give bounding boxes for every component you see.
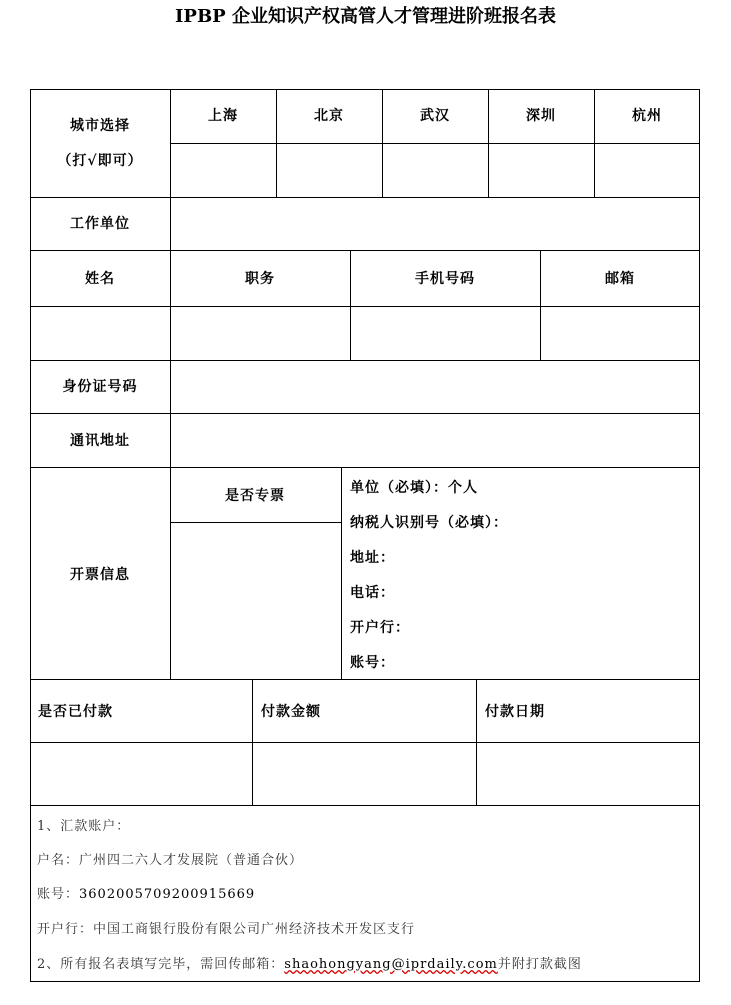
- city-option-beijing: 北京: [314, 108, 344, 124]
- city-check-shanghai[interactable]: [171, 144, 276, 197]
- work-unit-label: 工作单位: [70, 216, 130, 232]
- header-position: 职务: [245, 271, 275, 287]
- invoice-address: 地址：: [350, 550, 395, 566]
- email-field[interactable]: [541, 307, 700, 360]
- note-submit-suffix: 并附打款截图: [497, 957, 582, 972]
- note-submit-prefix: 2、所有报名表填写完毕，需回传邮箱：: [37, 957, 285, 972]
- city-option-hangzhou: 杭州: [632, 108, 662, 124]
- city-check-hangzhou[interactable]: [595, 144, 700, 197]
- city-option-shenzhen: 深圳: [526, 108, 556, 124]
- city-option-shanghai: 上海: [208, 108, 238, 124]
- header-name: 姓名: [85, 271, 115, 287]
- invoice-label: 开票信息: [70, 567, 130, 583]
- invoice-phone: 电话：: [350, 585, 395, 601]
- special-invoice-label: 是否专票: [225, 488, 285, 504]
- invoice-tax-id: 纳税人识别号（必填）：: [350, 515, 508, 531]
- special-invoice-field[interactable]: [171, 523, 341, 679]
- phone-field[interactable]: [351, 307, 540, 360]
- id-label: 身份证号码: [62, 379, 138, 395]
- divider: [30, 467, 700, 468]
- work-unit-field[interactable]: [171, 198, 700, 250]
- invoice-account: 账号：: [350, 655, 395, 671]
- divider: [30, 679, 700, 680]
- header-amount: 付款金额: [261, 704, 321, 720]
- note-bank: 开户行：中国工商银行股份有限公司广州经济技术开发区支行: [37, 922, 416, 937]
- city-label: 城市选择: [70, 118, 130, 134]
- id-field[interactable]: [171, 361, 700, 413]
- divider: [30, 805, 700, 806]
- city-option-wuhan: 武汉: [420, 108, 450, 124]
- note-account-number: [37, 883, 255, 902]
- city-check-shenzhen[interactable]: [489, 144, 594, 197]
- invoice-unit: 单位（必填）：个人: [350, 480, 478, 496]
- position-field[interactable]: [171, 307, 350, 360]
- city-hint: （打√即可）: [57, 153, 143, 169]
- header-email: 邮箱: [605, 271, 635, 287]
- divider: [341, 467, 342, 679]
- note-account-name: 户名：广州四二六人才发展院（普通合伙）: [37, 853, 304, 868]
- header-phone: 手机号码: [415, 271, 475, 287]
- note-submit: [37, 953, 582, 972]
- name-field[interactable]: [31, 307, 170, 360]
- header-date: 付款日期: [485, 704, 545, 720]
- note-account-prefix: 账号：: [37, 887, 80, 902]
- address-label: 通讯地址: [70, 433, 130, 449]
- city-check-beijing[interactable]: [277, 144, 382, 197]
- submit-email-link[interactable]: shaohongyang@iprdaily.com: [284, 957, 498, 972]
- form-title: IPBP 企业知识产权高管人才管理进阶班报名表: [175, 6, 556, 27]
- invoice-bank: 开户行：: [350, 620, 410, 636]
- header-paid: 是否已付款: [38, 704, 113, 720]
- date-field[interactable]: [477, 743, 700, 805]
- paid-field[interactable]: [31, 743, 252, 805]
- address-field[interactable]: [171, 414, 700, 467]
- city-check-wuhan[interactable]: [383, 144, 488, 197]
- note-account-value: 3602005709200915669: [79, 887, 256, 902]
- note-remit-heading: 1、汇款账户：: [37, 819, 131, 834]
- divider: [30, 250, 700, 251]
- amount-field[interactable]: [253, 743, 476, 805]
